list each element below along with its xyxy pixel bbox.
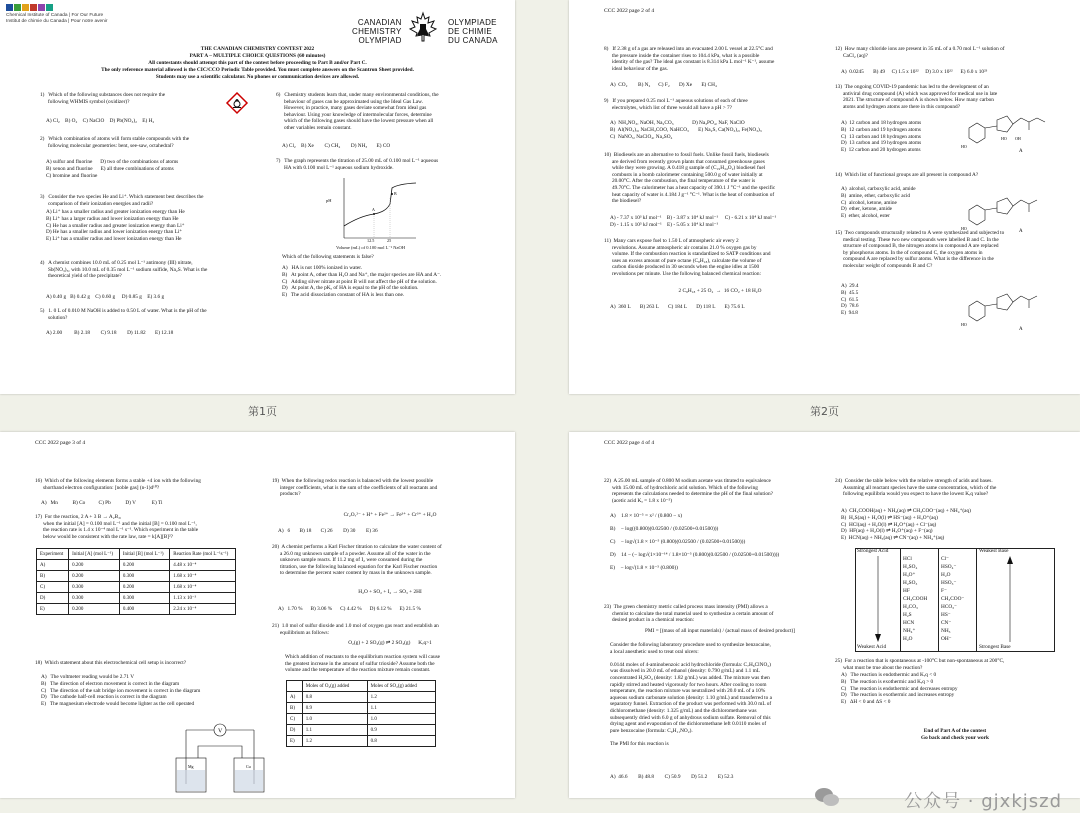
svg-text:HO: HO [1001,136,1007,141]
q23-options: A) 46.6 B) 48.8 C) 50.9 D) 51.2 E) 52.3 [610,774,734,780]
end-of-part-a: End of Part A of the contest [923,728,987,734]
compound-a-label-1: A [1019,149,1023,154]
q1-options: A) Cl₂ B) O₂ C) NaClO D) Pb(NO₃)₂ E) H₂ [46,118,155,124]
weakest-acid-label: Weakest Acid [857,644,887,650]
compound-a-structure-2 [957,186,1049,236]
q6-options: A) Cl₂ B) Xe C) CH₄ D) NH₃ E) CO [282,143,391,149]
q21-cell: 1.1 [367,703,435,714]
table-row [37,582,236,593]
part-title: PART A – MULTIPLE CHOICE QUESTIONS (60 minutes) [189,53,326,59]
q21-cell: 1.2 [367,692,435,703]
acid-species: H₂SO₃ [903,580,918,586]
q7-prompt: Which of the following statements is false? [282,254,374,260]
q17-cell: C) [37,582,69,593]
q17-cell: 4.48 x 10⁻⁴ [170,560,236,571]
watermark-text: 公众号 · gjxkjszd [904,791,1062,812]
weakest-base-label: Weakest Base [979,548,1009,554]
question-9: 9) If you prepared 0.25 mol L⁻¹ aqueous solutions of each of three electrolytes, which list of three would all have a pH > 7? [604,98,748,111]
q14-options: A) alcohol, carboxylic acid, amide B) amine, ether, carboxylic acid C) alcohol, ketone, amine D) ether, ketone, amide E) ether, alcohol, ester [841,186,916,220]
q17-cell: 1.68 x 10⁻⁴ [170,582,236,593]
q22-options: A) 1.8 × 10⁻⁵ = x² / (0.800 − x) B) − log((0.800)(0.02500 / (0.02500+0.01500))) C) − log√(1.8 × 10⁻⁵ (0.800)(0.02500 / (0.02500+0.01500))) D) 14 − (− log√(1×10⁻¹⁴ / 1.8×10⁻⁵ (0.800)(0.02500 / (0.02500+0.01500)))) E) − log√(1.8 × 10⁻⁵ (0.800)) [610,513,780,571]
table-row [287,736,436,747]
table-row [37,604,236,615]
question-22: 22) A 25.00 mL sample of 0.800 M sodium acetate was titrated to equivalence with 15.00 mL of hydrochloric acid solution. Which of the following represents the calculations needed to determine the pH of the final solution? (acetic acid Kₐ = 1.8 x 10⁻⁵) [604,478,774,504]
q17-cell: 0.200 [69,571,120,582]
q21-cell: 0.8 [367,736,435,747]
q21-head-so2: Moles of SO₂(g) added [367,681,435,692]
page-4 [569,432,1080,812]
question-6: 6) Chemistry students learn that, under many environmental conditions, the behaviour of gases can be approximated using the Ideal Gas Law. However, in practice, many gases deviate somewhat from ideal gas behaviour. Using your knowledge of intermolecular forces, determine which of the following gases should have the lowest pressure when all other variables remain constant. [276,92,439,131]
svg-text:HO: HO [961,226,967,231]
compound-a-structure-1 [957,98,1049,156]
q8-options: A) CO₂ B) N₂ C) F₂ D) Xe E) CH₄ [610,82,717,88]
question-11: 11) Many cars expose fuel to 1.50 L of atmospheric air every 2 revolutions. Assume atmospheric air contains 21.0 % oxygen gas by volume. If the combustion reaction is standardized to SATP conditions and uses an excess amount of pure octane (C₈H₁₈), calculate the volume of carbon dioxide produced in 30 seconds when the engine idles at 1500 revolutions per minute. Use the following balanced chemical reaction: [604,238,771,277]
svg-text:B: B [394,191,397,196]
q17-cell: B) [37,571,69,582]
question-19: 19) When the following redox reaction is balanced with the lowest possible integer coefficients, what is the sum of the coefficients of all reactants and products? [272,478,438,498]
base-species: NH₃ [941,628,951,634]
cic-name [6,13,108,24]
table-row [37,560,236,571]
olympiad-fr-1: OLYMPIADE [448,18,497,27]
base-species: F⁻ [941,588,947,594]
question-5: 5) 1. 0 L of 0.010 M NaOH is added to 0.50 L of water. What is the pH of the solution? [40,308,207,321]
q21-cell: E) [287,736,303,747]
q21-cell: A) [287,692,303,703]
q21-table [286,680,436,747]
compound-a-label-2: A [1019,229,1023,234]
q17-cell: 0.300 [119,593,169,604]
acid-species: HCN [903,620,915,626]
question-2: 2) Which combination of atoms will form stable compounds with the following molecular geometries: bent, see-saw, octahedral? [40,136,190,149]
acid-species: H₃O⁺ [903,572,916,578]
page-1 [0,0,515,394]
q17-cell: 1.68 x 10⁻⁴ [170,571,236,582]
graph-y-label: pH [326,198,332,203]
q21-prompt: Which addition of reactants to the equilibrium reaction system will cause the greatest increase in the amount of sulfur trioxide? Assume both the volume and the temperature of the reaction mixture remain constant. [285,654,441,674]
q20-equation: H₂O + SO₂ + I₂ → SO₃ + 2HI [358,589,422,595]
q21-cell: 0.8 [302,692,367,703]
base-species: HCO₃⁻ [941,604,957,610]
graph-tick-25: 25 [387,238,392,243]
table-row [287,714,436,725]
base-species: OH⁻ [941,636,952,642]
base-species: HSO₄⁻ [941,564,957,570]
q17-cell: E) [37,604,69,615]
question-21: 21) 1.0 mol of sulfur dioxide and 1.0 mol of oxygen gas react and establish an equilibrium as follows: [272,623,439,636]
table-row [287,725,436,736]
graph-x-label: Volume (mL) of 0.100 mol L⁻¹ NaOH [336,245,406,250]
q17-cell: 0.300 [69,582,120,593]
titration-curve-graph [330,174,420,252]
table-row [287,703,436,714]
q21-cell: 1.2 [302,736,367,747]
mg-electrode-label: Mg [188,764,194,769]
q10-options: A) - 7.37 x 10³ kJ mol⁻¹ B) - 3.87 x 10⁴ kJ mol⁻¹ C) - 6.21 x 10⁴ kJ mol⁻¹ D) - 1.15 x 10⁵ kJ mol⁻¹ E) - 5.05 x 10⁴ kJ mol⁻¹ [610,215,777,228]
q18-options: A) The voltmeter reading would be 2.71 V B) The direction of electron movement is correct in the diagram C) The direction of the salt bridge ion movement is correct in the diagram D) The cathode half-cell reaction is correct in the diagram E) The magnesium electrode would become lighter as the cell operated [41,674,201,708]
olympiad-en [352,18,402,45]
q17-head-a: Initial [A] (mol L⁻¹) [69,549,120,560]
base-species: HSO₃⁻ [941,580,957,586]
q4-options: A) 0.40 g B) 0.42 g C) 0.60 g D) 0.85 g E) 3.6 g [46,294,165,300]
q21-head-blank [287,681,303,692]
q19-equation: Cr₂O₇²⁻ + H⁺ + Fe²⁺ → Fe³⁺ + Cr³⁺ + H₂O [343,512,437,518]
olympiad-en-2: CHEMISTRY [352,27,402,36]
olympiad-fr-3: DU CANADA [448,36,498,45]
check-your-work: Go back and check your work [920,735,990,741]
question-8: 8) If 2.38 g of a gas are released into an evacuated 2.00 L vessel at 22.5°C and the pressure inside the container rises to 104.4 kPa, what is a possible identity of the gas? The ideal gas constant is 8.314 kPa L mol⁻¹ K⁻¹, assume ideal behaviour of the gas. [604,46,775,72]
svg-text:OH: OH [1015,136,1021,141]
svg-text:A: A [372,207,375,212]
q17-cell: 0.300 [119,571,169,582]
base-species: Cl⁻ [941,556,949,562]
question-3: 3) Consider the two species He and Li⁺. Which statement best describes the comparison of their ionization energies and radii? [40,194,204,207]
maple-leaf-flask-icon [409,12,437,42]
q17-cell: 0.200 [119,582,169,593]
page-label-2: 第2页 [810,405,839,418]
olympiad-fr-2: DE CHIMIE [448,27,493,36]
q21-cell: 0.9 [302,703,367,714]
q21-cell: 1.1 [302,725,367,736]
page-label-1: 第1页 [248,405,277,418]
question-12: 12) How many chloride ions are present in 35 mL of a 0.70 mol L⁻¹ solution of CaCl₂ (aq)? [835,46,1005,59]
q16-options: A) Mn B) Co C) Pb D) V E) Ti [41,500,163,506]
q11-equation: 2 C₈H₁₈ + 25 O₂ → 16 CO₂ + 18 H₂O [678,288,762,294]
question-25: 25) For a reaction that is spontaneous at -100°C but non-spontaneous at 200°C, what must be true about the reaction? [835,658,1005,671]
q7-options: A) HA is not 100% ionized in water. B) At point A, other than H₂O and Na⁺, the major species are HA and A⁻. C) Adding silver nitrate at point B will not affect the pH of the solution. D) At point A, the pKₐ of HA is equal to the pH of the solution. E) The acid dissociation constant of HA is less than one. [282,265,442,299]
q3-options: A) Li⁺ has a smaller radius and greater ionization energy than He B) Li⁺ has a larger radius and lower ionization energy than He C) He has a smaller radius and greater ionization energy than Li⁺ D) He has a smaller radius and lower ionization energy than Li⁺ E) Li⁺ has a smaller radius and lower ionization energy than He [46,209,185,243]
q17-cell: D) [37,593,69,604]
page-3-header: CCC 2022 page 3 of 4 [35,440,86,446]
table-row [287,692,436,703]
q17-cell: A) [37,560,69,571]
q23-procedure: Consider the following laboratory procedure used to synthesize benzocaine, a local anesthetic used to treat oral ulcers: 0.0144 moles of 4-aminobenzoic acid hydrochloride (formula: C₇H₈ClNO₂) was dissolved in 20.0 mL of ethanol (density: 0.790 g/mL) and 1.1 mL concentrated H₂SO₄ (density: 1.82 g/mL) was added. The mixture was then rapidly stirred and heated vigorously for two hours. After cooling to room temperature, the reaction mixture was neutralized with 20.0 mL of a 10% aqueous sodium carbonate solution (density: 1.10 g/mL) and transferred to a separatory funnel. Extraction of the product was performed with 30.0 mL of dichloromethane (density: 1.325 g/mL) and the dichloromethane was subsequently dried with 6.0 g of anhydrous sodium sulfate. Removal of this drying agent and evaporation of the dichloromethane left 0.0110 moles of pure benzocaine (formula: C₉H₁₁NO₂). The PMI for this reaction is [610,642,772,747]
instruction-1: All contestants should attempt this part of the contest before proceeding to Part B and/or Part C. [148,60,367,66]
q24-options: A) CH₃COOH(aq) + NH₃(aq) ⇌ CH₃COO⁻(aq) + NH₄⁺(aq) B) H₂S(aq) + H₂O(l) ⇌ HS⁻(aq) + H₃O⁺(aq) C) HCl(aq) + H₂O(l) ⇌ H₃O⁺(aq) + Cl⁻(aq) D) HF(aq) + H₂O(l) ⇌ H₃O⁺(aq) + F⁻(aq) E) HCN(aq) + NH₃(aq) ⇌ CN⁻(aq) + NH₄⁺(aq) [841,508,971,542]
question-13: 13) The ongoing COVID-19 pandemic has led to the development of an antiviral drug compound (A) which was approved for medical use in late 2021. The structure of compound A is shown below. How many carbon atoms and hydrogen atoms are there in this compound? [835,84,998,110]
question-24: 24) Consider the table below with the relative strength of acids and bases. Assuming all reactant species have the same concentration, which of the following equilibria would you expect to have the lowest Kₑq value? [835,478,997,498]
cic-line-fr: Institut de chimie du Canada | Pour notre avenir [6,18,108,24]
q21-cell: 0.9 [367,725,435,736]
q20-options: A) 1.70 % B) 3.06 % C) 4.42 % D) 6.12 % E) 21.5 % [278,606,421,612]
strongest-base-label: Strongest Base [979,644,1011,650]
olympiad-en-1: CANADIAN [357,18,402,27]
question-14: 14) Which list of functional groups are all present in compound A? [835,172,979,178]
olympiad-fr [448,18,498,45]
wechat-icon [814,786,840,808]
q21-cell: B) [287,703,303,714]
instruction-2: The only reference material allowed is the CIC/CCO Periodic Table provided. You must complete answers on the Scantron Sheet provided. [101,67,414,73]
base-species: CH₃COO⁻ [941,596,965,602]
acid-species: H₂CO₃ [903,604,918,610]
acid-species: H₂SO₄ [903,564,918,570]
electrochemical-cell-diagram [170,722,270,796]
q17-cell: 0.200 [69,604,120,615]
q17-cell: 1.13 x 10⁻³ [170,593,236,604]
q17-cell: 0.300 [69,593,120,604]
q13-options: A) 12 carbon and 18 hydrogen atoms B) 12 carbon and 19 hydrogen atoms C) 13 carbon and 18 hydrogen atoms D) 13 carbon and 19 hydrogen atoms E) 12 carbon and 20 hydrogen atoms [841,120,922,154]
q21-cell: D) [287,725,303,736]
table-row [37,593,236,604]
q23-equation: PMI = [(mass of all input materials) / (actual mass of desired product)] [644,628,796,634]
question-23: 23) The green chemistry metric called process mass intensity (PMI) allows a chemist to calculate the total material used to synthesize a certain amount of desired product in a chemical reaction: [604,604,774,624]
q9-options: A) NH₄NO₃, NaOH, Na₂CO₃ D) Na₃PO₄, NaF, NaClO B) Al(NO₃)₃, NaCH₃COO, NaHCO₃ E) Na₂S, Ca(NO₃)₂, Fe(NO₃)₃ C) NaNO₃, NaClO₄, Na₂SO₄ [610,120,762,140]
q2-options: A) sulfur and fluorine D) two of the combinations of atoms B) xenon and fluorine E) all three combinations of atoms C) bromine and fluorine [46,159,179,179]
q12-options: A) 0.0245 B) 49 C) 1.5 x 10²² D) 3.0 x 10²² E) 6.0 x 10²³ [841,69,988,75]
instruction-3: Students may use a scientific calculator. No phones or communication devices are allowed. [155,74,360,80]
base-species: HS⁻ [941,612,951,618]
q15-options: A) 29.4 B) 45.5 C) 61.5 D) 78.6 E) 94.8 [841,283,859,317]
compound-a-label-3: A [1019,327,1023,332]
q17-cell: 0.400 [119,604,169,615]
q21-head-o2: Moles of O₂(g) added [302,681,367,692]
compound-a-structure-3 [957,282,1049,334]
contest-title: THE CANADIAN CHEMISTRY CONTEST 2022 [200,46,315,52]
q17-cell: 0.200 [69,560,120,571]
question-7: 7) The graph represents the titration of 25.00 mL of 0.100 mol L⁻¹ aqueous HA with 0.100 mol L⁻¹ aqueous sodium hydroxide. [276,158,439,171]
q19-options: A) 6 B) 18 C) 26 D) 30 E) 36 [278,528,378,534]
q17-head-b: Initial [B] (mol L⁻¹) [119,549,169,560]
page-2 [569,0,1080,394]
acid-strength-arrow-down-icon [873,556,883,642]
acid-species: H₂S [903,612,912,618]
voltmeter-label: V [218,728,223,735]
acid-species: HCl [903,556,912,562]
q17-table [36,548,236,615]
table-row [37,571,236,582]
q21-cell: 1.0 [367,714,435,725]
strongest-acid-label: Strongest Acid [857,548,889,554]
acid-species: HF [903,588,910,594]
acid-base-table [855,548,1055,652]
question-4: 4) A chemist combines 10.0 mL of 0.25 mol L⁻¹ antimony (III) nitrate, Sb(NO₃)₃, with 10.0 mL of 0.35 mol L⁻¹ sodium sulfide, Na₂S. What is the theoretical yield of the precipitate? [40,260,208,280]
q17-cell: 0.200 [119,560,169,571]
q5-options: A) 2.00 B) 2.18 C) 9.18 D) 11.82 E) 12.18 [46,330,174,336]
page-2-header: CCC 2022 page 2 of 4 [604,8,655,14]
q25-options: A) The reaction is endothermic and Kₑq < 0 B) The reaction is exothermic and Kₑq > 0 C) The reaction is endothermic and decreases entropy D) The reaction is exothermic and increases entropy E) ΔH < 0 and ΔS < 0 [841,672,958,706]
question-18: 18) Which statement about this electrochemical cell setup is incorrect? [35,660,187,666]
acid-species: H₂O [903,636,913,642]
q17-cell: 2.24 x 10⁻⁴ [170,604,236,615]
olympiad-en-3: OLYMPIAD [358,36,402,45]
page-3 [0,432,515,798]
base-strength-arrow-up-icon [1005,556,1015,642]
question-20: 20) A chemist performs a Karl Fischer titration to calculate the water content of a 26.0 mg unknown sample of a powder. Assume all of the water in the unknown sample reacts. If 11.2 mg of I₂ were consumed during the titration, use the following balanced equation for the Karl Fischer reaction to determine the percent water content by mass in the unknown sample. [272,544,442,577]
question-16: 16) Which of the following elements forms a stable +4 ion with the following shorthand electron configuration: [noble gas] (n-1)d¹⁰? [35,478,201,491]
acid-species: CH₃COOH [903,596,928,602]
q17-head-rate: Reaction Rate (mol L⁻¹s⁻¹) [170,549,236,560]
svg-text:HO: HO [961,144,967,149]
q21-equation: O₂(g) + 2 SO₂(g) ⇌ 2 SO₃(g) Kₑq>1 [348,640,432,646]
base-species: CN⁻ [941,620,952,626]
graph-tick-12.5: 12.5 [367,238,375,243]
question-1: 1) Which of the following substances does not require the following WHMIS symbol (oxidizer)? [40,92,166,105]
cu-electrode-label: Cu [246,764,251,769]
cic-logo [6,4,53,11]
svg-text:HO: HO [961,322,967,327]
acid-species: NH₄⁺ [903,628,916,634]
oxidizer-whmis-icon [226,92,248,114]
base-species: H₂O [941,572,951,578]
page-4-header: CCC 2022 page 4 of 4 [604,440,655,446]
question-15: 15) Two compounds structurally related to A were synthesized and subjected to medical testing. These two new compounds were labelled B and C. In the structure of compound B, the nitrogen atoms in compound A are replaced by phosphorus atoms. In the of compound C, the oxygen atoms in compound A are replaced by sulfur atoms. What is the difference in the molecular weight of compounds B and C? [835,230,1005,269]
question-10: 10) Biodiesels are an alternative to fossil fuels. Unlike fossil fuels, biodiesels are derived from recently grown plants that consumed greenhouse gases while they were growing. A 0.418 g sample of (C₁₉H₃₄O₂) biodiesel fuel combusts in a bomb calorimeter containing 500.0 g of water initially at 20.00°C. After the combustion, the final temperature of the water is 49.70°C. The calorimeter has a heat capacity of 390.1 J °C⁻¹ and the specific heat capacity of water is 4.184 J g⁻¹ °C⁻¹. What is the heat of combustion of the biodiesel? [604,152,776,205]
q17-head-experiment: Experiment [37,549,69,560]
cic-line-en: Chemical Institute of Canada | For Our Future [6,13,104,18]
q21-cell: C) [287,714,303,725]
q11-options: A) 360 L B) 263 L C) 184 L D) 118 L E) 75.6 L [610,304,745,310]
question-17: 17) For the reaction, 2 A + 3 B → A₂B₃, when the initial [A] = 0.100 mol L⁻¹ and the initial [B] = 0.100 mol L⁻¹, the reaction rate is 1.4 x 10⁻⁴ mol L⁻¹ s⁻¹. Which experiment in the table below would be consistent with the rate law, rate = k[A][B]²? [35,514,199,540]
q21-cell: 1.0 [302,714,367,725]
